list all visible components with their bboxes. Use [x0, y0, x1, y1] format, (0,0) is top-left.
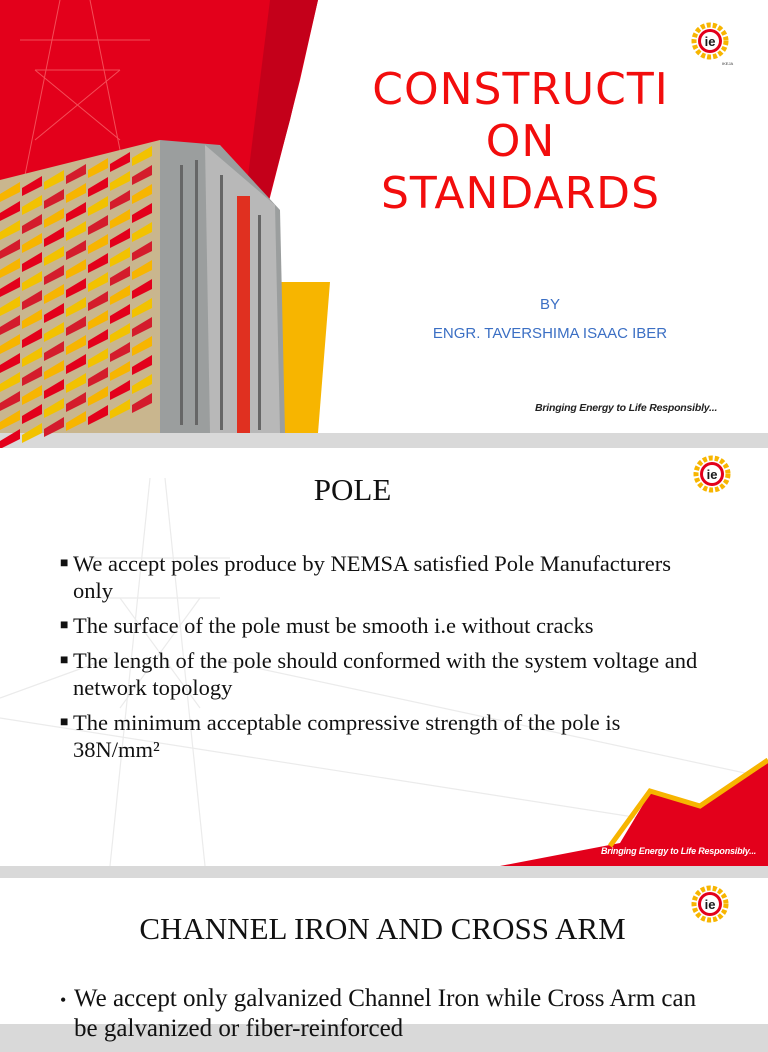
facade-tile	[0, 372, 20, 392]
list-item: ■ The minimum acceptable compressive strength of the pole is 38N/mm²	[60, 710, 621, 762]
facade-tile	[0, 410, 20, 430]
facade-tile	[44, 303, 64, 323]
facade-tile	[0, 391, 20, 411]
facade-tile	[66, 278, 86, 298]
facade-tile	[44, 322, 64, 342]
svg-text:ie: ie	[704, 34, 716, 49]
facade-tile	[88, 291, 108, 311]
facade-tile	[0, 277, 20, 297]
facade-tile	[22, 214, 42, 234]
facade-tile	[0, 429, 20, 449]
facade-tile	[22, 290, 42, 310]
facade-tile	[44, 246, 64, 266]
facade-tile	[132, 393, 152, 413]
facade-tile	[132, 355, 152, 375]
facade-tile	[44, 417, 64, 437]
list-item: • We accept only galvanized Channel Iron while Cross Arm can be galvanized or fiber-reinforced	[60, 985, 697, 1042]
facade-tile	[22, 404, 42, 424]
tagline: Bringing Energy to Life Responsibly...	[601, 846, 757, 856]
facade-tile	[0, 239, 20, 259]
facade-tile	[132, 165, 152, 185]
facade-tile	[66, 240, 86, 260]
slide-title: POLE	[313, 472, 392, 507]
title-slide	[0, 0, 768, 433]
facade-tile	[0, 296, 20, 316]
channel-iron-slide	[0, 878, 768, 1042]
facade-tile	[110, 190, 130, 210]
facade-tile	[110, 399, 130, 419]
facade-tile	[132, 279, 152, 299]
facade-tile	[0, 315, 20, 335]
facade-tile	[132, 260, 152, 280]
facade-tile	[132, 298, 152, 318]
facade-tile	[44, 341, 64, 361]
facade-tile	[22, 233, 42, 253]
facade-tile	[132, 317, 152, 337]
bullet-list	[60, 550, 710, 771]
facade-tile	[0, 201, 20, 221]
facade-tile	[44, 189, 64, 209]
list-item: ■ The length of the pole should conformed with the system voltage and network topology	[60, 648, 698, 700]
facade-tile	[110, 285, 130, 305]
svg-text:IKEJA: IKEJA	[722, 61, 734, 66]
facade-tile	[88, 272, 108, 292]
facade-tile	[110, 380, 130, 400]
facade-tile	[132, 146, 152, 166]
facade-tile	[0, 220, 20, 240]
facade-tile	[110, 209, 130, 229]
facade-tile	[66, 354, 86, 374]
facade-tile	[44, 379, 64, 399]
by-label: BY	[539, 296, 560, 313]
facade-tile	[110, 152, 130, 172]
bullet-icon: ■	[60, 618, 69, 633]
facade-tile	[110, 171, 130, 191]
facade-tile	[22, 328, 42, 348]
facade-tile	[88, 177, 108, 197]
slide-title: CHANNEL IRON AND CROSS ARM	[139, 911, 626, 946]
facade-tile	[88, 329, 108, 349]
facade-tile	[66, 202, 86, 222]
list-item: ■ We accept poles produce by NEMSA satisfied Pole Manufacturers only	[60, 551, 672, 603]
facade-tile	[132, 222, 152, 242]
bullet-icon: •	[60, 990, 67, 1010]
facade-tile	[0, 258, 20, 278]
facade-tile	[22, 347, 42, 367]
ikeja-electric-logo	[690, 21, 734, 69]
facade-tile	[66, 316, 86, 336]
facade-tile	[22, 252, 42, 272]
bullet-icon: ■	[60, 556, 69, 571]
facade-tile	[110, 342, 130, 362]
facade-tile	[110, 323, 130, 343]
pole-slide	[0, 448, 768, 866]
facade-tile	[88, 405, 108, 425]
facade-tile	[132, 241, 152, 261]
facade-tile	[66, 297, 86, 317]
facade-tile	[88, 234, 108, 254]
facade-tile	[0, 353, 20, 373]
facade-tile	[66, 221, 86, 241]
facade-tile	[22, 309, 42, 329]
facade-tile	[44, 208, 64, 228]
facade-tile	[44, 398, 64, 418]
facade-tile	[0, 182, 20, 202]
facade-tile	[110, 304, 130, 324]
facade-tile	[88, 253, 108, 273]
facade-tile	[22, 423, 42, 443]
facade-tile	[88, 367, 108, 387]
facade-tile	[66, 392, 86, 412]
facade-tile	[44, 227, 64, 247]
facade-tile	[88, 158, 108, 178]
list-item: ■ The surface of the pole must be smooth i.e without cracks	[60, 613, 594, 638]
facade-tile	[110, 247, 130, 267]
facade-tile	[66, 411, 86, 431]
facade-tile	[66, 373, 86, 393]
facade-tile	[88, 196, 108, 216]
facade-tile	[66, 259, 86, 279]
ikeja-electric-logo	[692, 454, 736, 502]
author-name: ENGR. TAVERSHIMA ISAAC IBER	[432, 325, 668, 342]
title-line: CONSTRUCTI ON STANDARDS	[372, 64, 669, 219]
facade-tile	[44, 360, 64, 380]
facade-tile	[22, 176, 42, 196]
facade-tile	[88, 348, 108, 368]
facade-tile	[88, 215, 108, 235]
facade-tile	[22, 366, 42, 386]
bullet-icon: ■	[60, 653, 69, 668]
svg-text:ie: ie	[704, 897, 716, 912]
facade-tile	[88, 386, 108, 406]
facade-tile	[66, 183, 86, 203]
facade-tile	[88, 310, 108, 330]
presentation-title	[358, 64, 683, 220]
building-facade-image	[0, 140, 160, 440]
facade-tile	[110, 361, 130, 381]
facade-tile	[132, 374, 152, 394]
bullet-icon: ■	[60, 715, 69, 730]
facade-tile	[132, 336, 152, 356]
facade-tile	[66, 164, 86, 184]
facade-tile	[44, 265, 64, 285]
facade-tile	[22, 271, 42, 291]
facade-tile	[66, 335, 86, 355]
facade-tile	[44, 284, 64, 304]
svg-text:ie: ie	[706, 467, 718, 482]
bullet-list	[60, 984, 710, 1052]
facade-tile	[110, 266, 130, 286]
facade-tile	[22, 195, 42, 215]
facade-tile	[132, 203, 152, 223]
tagline: Bringing Energy to Life Responsibly...	[535, 402, 718, 414]
facade-tile	[0, 334, 20, 354]
facade-tile	[110, 228, 130, 248]
facade-tile	[132, 184, 152, 204]
facade-tile	[44, 170, 64, 190]
facade-tile	[22, 385, 42, 405]
